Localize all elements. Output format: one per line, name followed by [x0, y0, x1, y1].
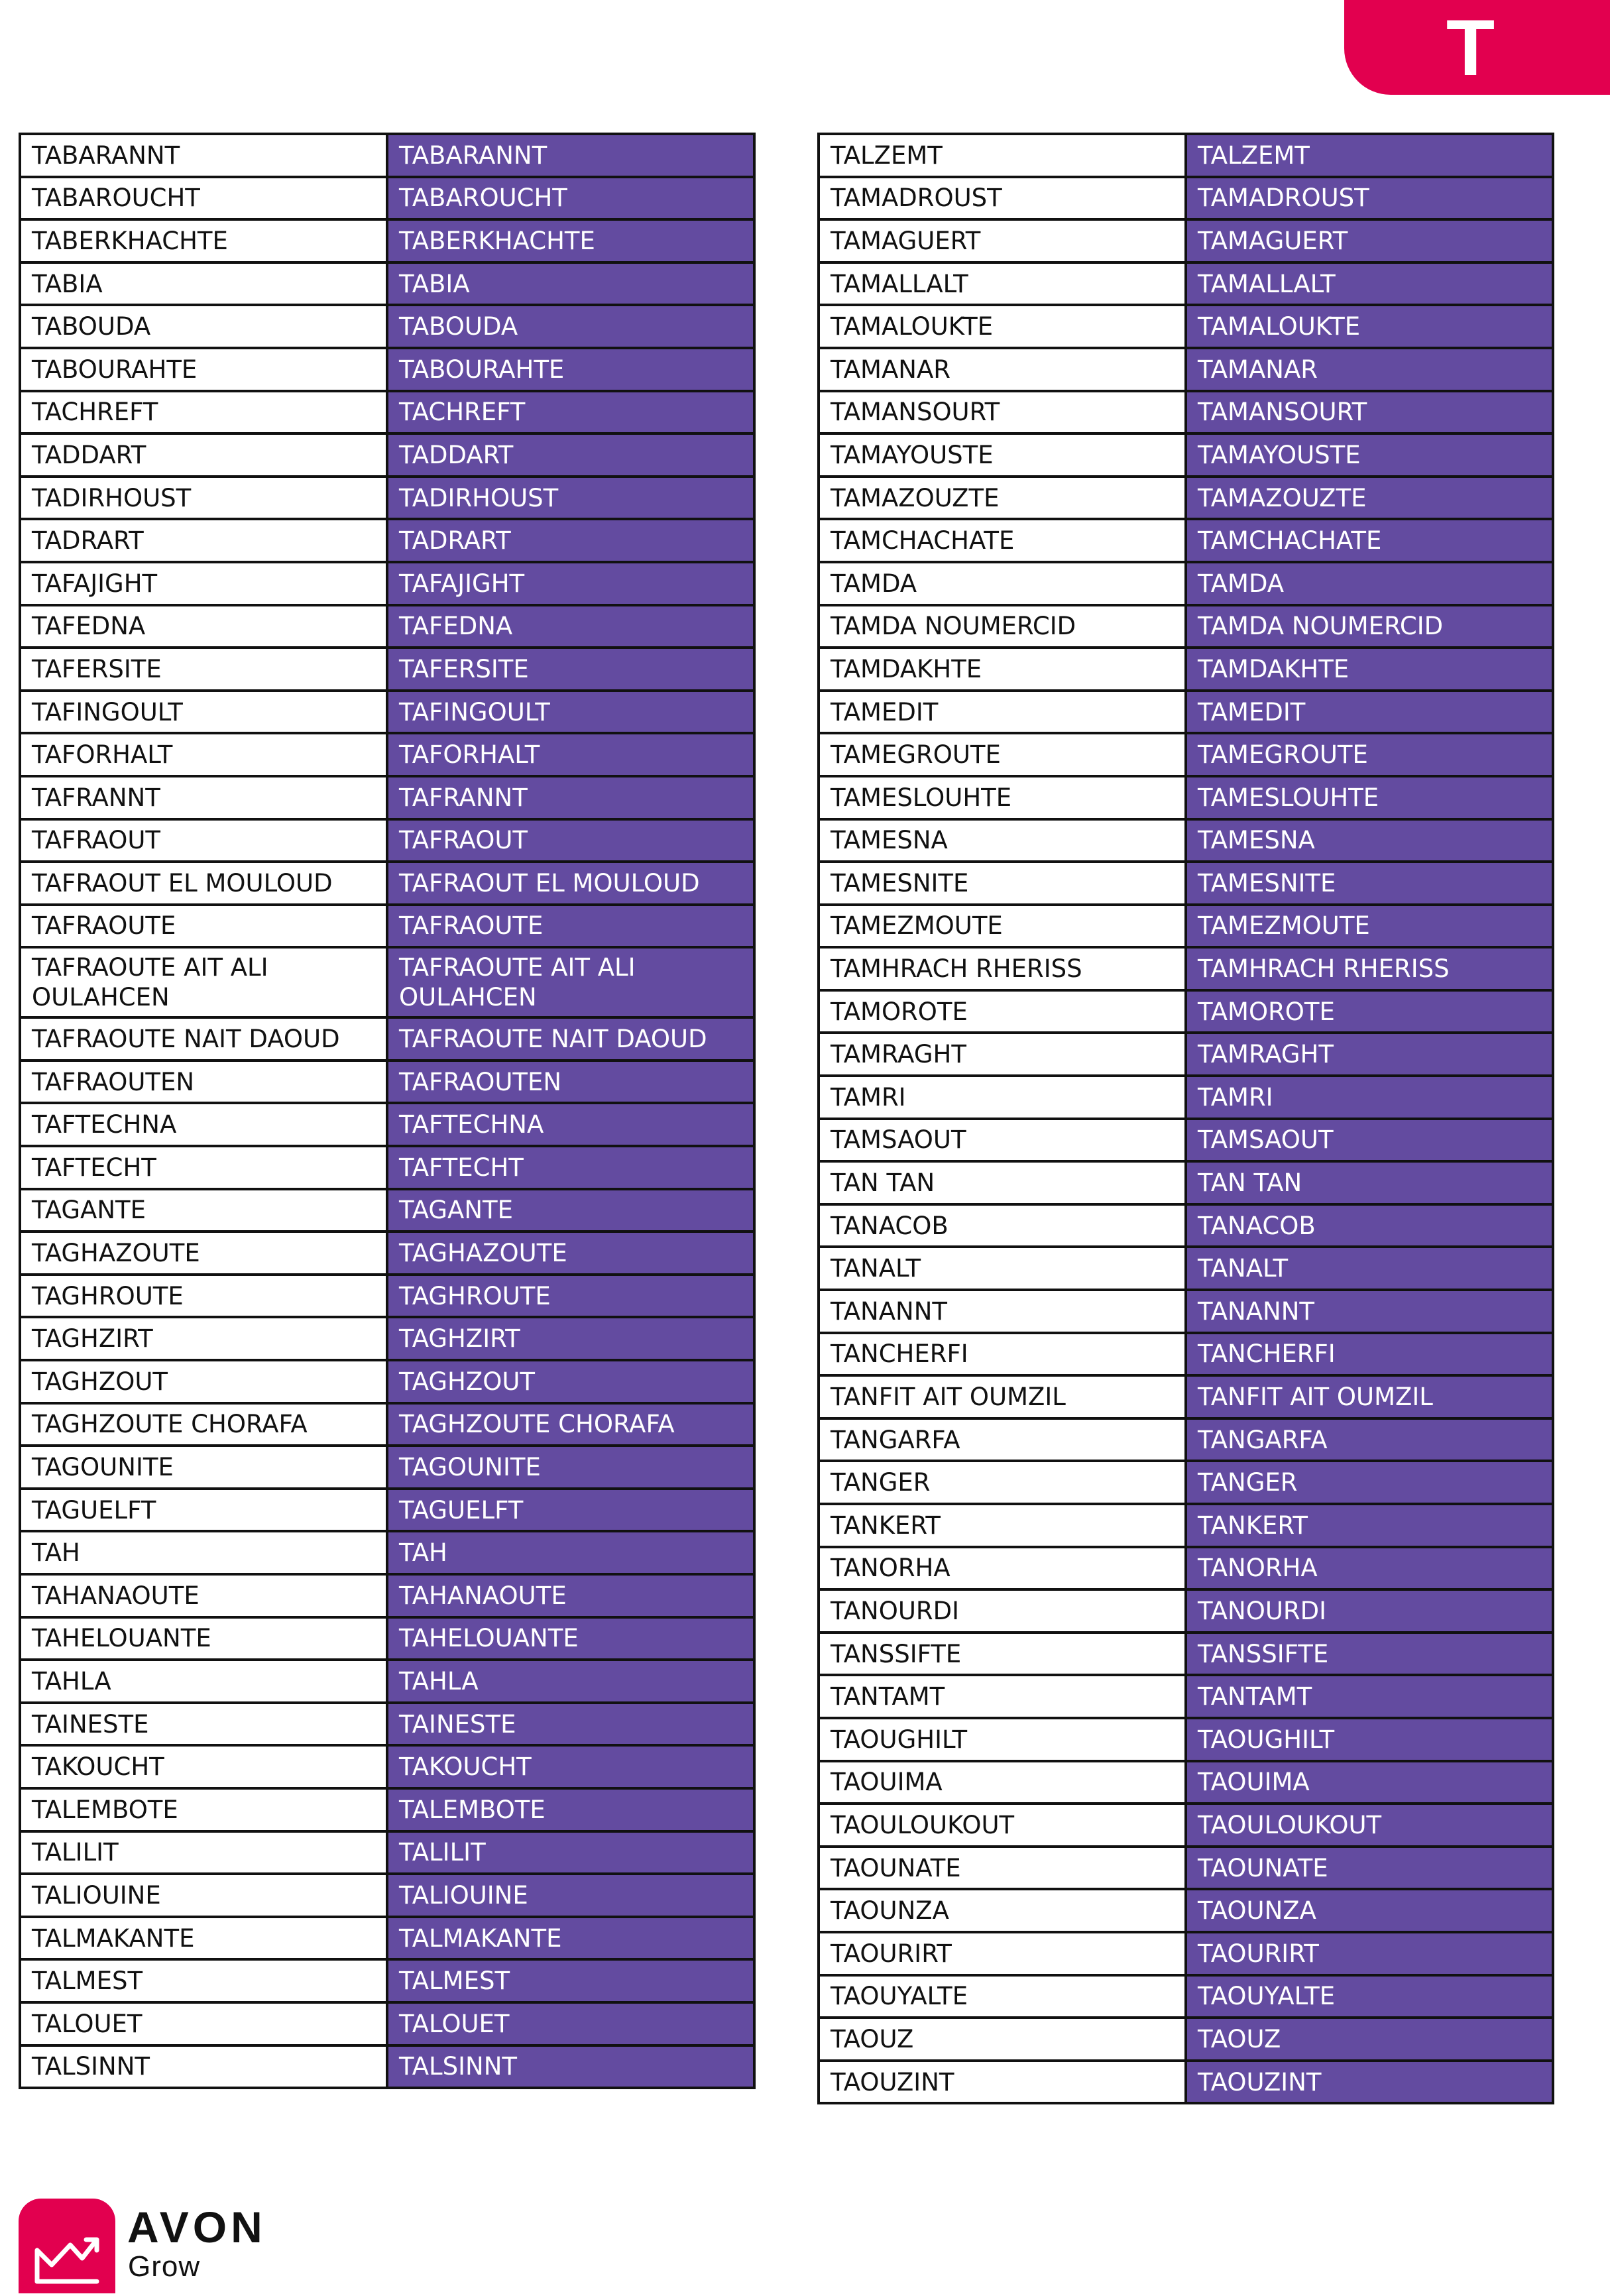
- locality-value-cell: TAMAYOUSTE: [1186, 433, 1553, 477]
- locality-name-cell: TADDART: [20, 433, 387, 477]
- locality-name-cell: TAOUNATE: [819, 1847, 1186, 1890]
- table-row: [819, 1504, 1553, 1547]
- table-row: [20, 134, 754, 177]
- locality-name-cell: TAFEDNA: [20, 605, 387, 648]
- locality-value-cell: TAGHZIRT: [387, 1317, 754, 1360]
- locality-name-cell: TALZEMT: [819, 134, 1186, 177]
- locality-name-cell: TANGER: [819, 1461, 1186, 1504]
- table-row: [819, 776, 1553, 819]
- table-row: [20, 691, 754, 734]
- locality-value-cell: TALOUET: [387, 2002, 754, 2045]
- locality-value-cell: TANORHA: [1186, 1547, 1553, 1590]
- locality-value-cell: TAFRAOUT EL MOULOUD: [387, 862, 754, 905]
- locality-value-cell: TAOUZINT: [1186, 2061, 1553, 2104]
- locality-name-cell: TAMANAR: [819, 348, 1186, 391]
- locality-value-cell: TAMAZOUZTE: [1186, 477, 1553, 520]
- table-row: [819, 433, 1553, 477]
- locality-name-cell: TAFTECHT: [20, 1146, 387, 1189]
- table-row: [819, 1932, 1553, 1975]
- table-row: [819, 862, 1553, 905]
- locality-name-cell: TAMEZMOUTE: [819, 905, 1186, 948]
- locality-name-cell: TAFINGOULT: [20, 691, 387, 734]
- locality-value-cell: TAMAGUERT: [1186, 219, 1553, 262]
- locality-name-cell: TAOUZINT: [819, 2061, 1186, 2104]
- table-row: [819, 1119, 1553, 1162]
- locality-name-cell: TAMDA: [819, 562, 1186, 605]
- table-row: [20, 819, 754, 862]
- locality-value-cell: TAFEDNA: [387, 605, 754, 648]
- locality-name-cell: TANFIT AIT OUMZIL: [819, 1375, 1186, 1418]
- locality-name-cell: TAFRAOUTE: [20, 905, 387, 948]
- locality-value-cell: TAMESLOUHTE: [1186, 776, 1553, 819]
- locality-name-cell: TAMRAGHT: [819, 1033, 1186, 1076]
- table-row: [20, 947, 754, 1017]
- table-row: [20, 1959, 754, 2002]
- locality-value-cell: TAFRAOUT: [387, 819, 754, 862]
- table-row: [20, 1917, 754, 1960]
- table-row: [819, 2061, 1553, 2104]
- locality-name-cell: TAMRI: [819, 1076, 1186, 1119]
- locality-name-cell: TALOUET: [20, 2002, 387, 2045]
- table-row: [819, 1589, 1553, 1633]
- locality-name-cell: TAFRAOUT: [20, 819, 387, 862]
- locality-name-cell: TAMALOUKTE: [819, 305, 1186, 348]
- table-row: [20, 862, 754, 905]
- locality-value-cell: TAMDAKHTE: [1186, 648, 1553, 691]
- table-row: [20, 1617, 754, 1660]
- locality-value-cell: TAMOROTE: [1186, 990, 1553, 1033]
- table-row: [819, 1161, 1553, 1204]
- locality-name-cell: TABAROUCHT: [20, 177, 387, 220]
- table-row: [819, 219, 1553, 262]
- locality-name-cell: TAGUELFT: [20, 1489, 387, 1532]
- locality-name-cell: TAMHRACH RHERISS: [819, 947, 1186, 990]
- table-row: [819, 1804, 1553, 1847]
- locality-name-cell: TADRART: [20, 519, 387, 562]
- table-row: [20, 648, 754, 691]
- locality-value-cell: TALILIT: [387, 1831, 754, 1874]
- locality-name-cell: TABOUDA: [20, 305, 387, 348]
- table-row: [819, 1633, 1553, 1676]
- locality-value-cell: TAHANAOUTE: [387, 1574, 754, 1617]
- table-row: [819, 1033, 1553, 1076]
- locality-value-cell: TAOUIMA: [1186, 1761, 1553, 1804]
- locality-name-cell: TAGANTE: [20, 1189, 387, 1232]
- locality-value-cell: TAFTECHT: [387, 1146, 754, 1189]
- locality-value-cell: TABIA: [387, 262, 754, 306]
- locality-name-cell: TALMEST: [20, 1959, 387, 2002]
- locality-value-cell: TALMEST: [387, 1959, 754, 2002]
- table-row: [819, 1418, 1553, 1462]
- locality-value-cell: TADDART: [387, 433, 754, 477]
- locality-name-cell: TAFRAOUT EL MOULOUD: [20, 862, 387, 905]
- locality-name-cell: TAMALLALT: [819, 262, 1186, 306]
- table-row: [819, 947, 1553, 990]
- table-row: [819, 733, 1553, 776]
- locality-name-cell: TALIOUINE: [20, 1874, 387, 1917]
- locality-value-cell: TAMCHACHATE: [1186, 519, 1553, 562]
- table-row: [20, 733, 754, 776]
- locality-value-cell: TAGHZOUT: [387, 1360, 754, 1403]
- locality-name-cell: TANACOB: [819, 1204, 1186, 1247]
- locality-value-cell: TANANNT: [1186, 1290, 1553, 1333]
- table-row: [20, 1103, 754, 1146]
- locality-value-cell: TABOURAHTE: [387, 348, 754, 391]
- locality-value-cell: TAFRANNT: [387, 776, 754, 819]
- locality-value-cell: TANSSIFTE: [1186, 1633, 1553, 1676]
- locality-value-cell: TAMHRACH RHERISS: [1186, 947, 1553, 990]
- locality-value-cell: TAMESNA: [1186, 819, 1553, 862]
- table-row: [819, 1247, 1553, 1290]
- locality-value-cell: TALZEMT: [1186, 134, 1553, 177]
- locality-name-cell: TAINESTE: [20, 1703, 387, 1746]
- table-row: [20, 1489, 754, 1532]
- locality-value-cell: TAFRAOUTE: [387, 905, 754, 948]
- table-row: [20, 562, 754, 605]
- table-row: [819, 1847, 1553, 1890]
- table-row: [819, 1290, 1553, 1333]
- table-row: [819, 477, 1553, 520]
- locality-name-cell: TANORHA: [819, 1547, 1186, 1590]
- locality-value-cell: TAMANAR: [1186, 348, 1553, 391]
- locality-value-cell: TAGOUNITE: [387, 1446, 754, 1489]
- table-row: [20, 1531, 754, 1574]
- table-row: [819, 1547, 1553, 1590]
- locality-value-cell: TAMEGROUTE: [1186, 733, 1553, 776]
- table-row: [20, 1360, 754, 1403]
- locality-name-cell: TADIRHOUST: [20, 477, 387, 520]
- table-row: [20, 1403, 754, 1446]
- table-row: [819, 648, 1553, 691]
- locality-name-cell: TAFRAOUTEN: [20, 1061, 387, 1104]
- logo-sub-text: Grow: [128, 2250, 201, 2283]
- table-row: [819, 1076, 1553, 1119]
- locality-value-cell: TAH: [387, 1531, 754, 1574]
- locality-name-cell: TANANNT: [819, 1290, 1186, 1333]
- locality-value-cell: TANTAMT: [1186, 1675, 1553, 1718]
- locality-name-cell: TANTAMT: [819, 1675, 1186, 1718]
- table-row: [20, 1232, 754, 1275]
- locality-name-cell: TAOULOUKOUT: [819, 1804, 1186, 1847]
- table-row: [819, 305, 1553, 348]
- locality-value-cell: TAMDA: [1186, 562, 1553, 605]
- table-row: [20, 477, 754, 520]
- locality-name-cell: TANALT: [819, 1247, 1186, 1290]
- table-row: [20, 1146, 754, 1189]
- locality-value-cell: TACHREFT: [387, 391, 754, 434]
- table-row: [819, 691, 1553, 734]
- locality-value-cell: TAMSAOUT: [1186, 1119, 1553, 1162]
- growth-chart-icon: [19, 2199, 115, 2293]
- table-row: [20, 905, 754, 948]
- locality-name-cell: TAKOUCHT: [20, 1745, 387, 1788]
- locality-value-cell: TANCHERFI: [1186, 1333, 1553, 1376]
- table-row: [20, 1275, 754, 1318]
- locality-name-cell: TABIA: [20, 262, 387, 306]
- table-row: [819, 605, 1553, 648]
- locality-value-cell: TANACOB: [1186, 1204, 1553, 1247]
- locality-value-cell: TABOUDA: [387, 305, 754, 348]
- table-row: [819, 262, 1553, 306]
- locality-name-cell: TAMDAKHTE: [819, 648, 1186, 691]
- locality-name-cell: TAGHZOUT: [20, 1360, 387, 1403]
- table-row: [20, 348, 754, 391]
- table-row: [20, 1874, 754, 1917]
- locality-value-cell: TAINESTE: [387, 1703, 754, 1746]
- locality-value-cell: TANALT: [1186, 1247, 1553, 1290]
- locality-name-cell: TAMSAOUT: [819, 1119, 1186, 1162]
- table-row: [20, 1574, 754, 1617]
- locality-name-cell: TAMCHACHATE: [819, 519, 1186, 562]
- locality-table-right: [817, 133, 1554, 2104]
- locality-value-cell: TAOUGHILT: [1186, 1718, 1553, 1761]
- locality-value-cell: TAGHROUTE: [387, 1275, 754, 1318]
- locality-value-cell: TAFTECHNA: [387, 1103, 754, 1146]
- table-row: [20, 605, 754, 648]
- locality-value-cell: TAOULOUKOUT: [1186, 1804, 1553, 1847]
- table-row: [20, 305, 754, 348]
- locality-name-cell: TALSINNT: [20, 2045, 387, 2089]
- locality-name-cell: TAHANAOUTE: [20, 1574, 387, 1617]
- locality-value-cell: TAHLA: [387, 1660, 754, 1703]
- locality-name-cell: TANCHERFI: [819, 1333, 1186, 1376]
- locality-name-cell: TAMESLOUHTE: [819, 776, 1186, 819]
- locality-value-cell: TANKERT: [1186, 1504, 1553, 1547]
- table-row: [819, 1204, 1553, 1247]
- locality-value-cell: TAOUYALTE: [1186, 1975, 1553, 2018]
- locality-value-cell: TAN TAN: [1186, 1161, 1553, 1204]
- locality-value-cell: TAGHAZOUTE: [387, 1232, 754, 1275]
- locality-value-cell: TABERKHACHTE: [387, 219, 754, 262]
- locality-name-cell: TAMESNITE: [819, 862, 1186, 905]
- table-row: [819, 1333, 1553, 1376]
- table-row: [819, 391, 1553, 434]
- table-row: [819, 134, 1553, 177]
- locality-value-cell: TAHELOUANTE: [387, 1617, 754, 1660]
- locality-name-cell: TAMEDIT: [819, 691, 1186, 734]
- table-row: [819, 905, 1553, 948]
- locality-value-cell: TANFIT AIT OUMZIL: [1186, 1375, 1553, 1418]
- locality-value-cell: TAMANSOURT: [1186, 391, 1553, 434]
- table-row: [20, 2045, 754, 2089]
- locality-value-cell: TANOURDI: [1186, 1589, 1553, 1633]
- locality-value-cell: TAMRI: [1186, 1076, 1553, 1119]
- locality-name-cell: TAOUNZA: [819, 1889, 1186, 1932]
- locality-value-cell: TALIOUINE: [387, 1874, 754, 1917]
- locality-value-cell: TABAROUCHT: [387, 177, 754, 220]
- locality-name-cell: TAOUGHILT: [819, 1718, 1186, 1761]
- locality-name-cell: TANSSIFTE: [819, 1633, 1186, 1676]
- locality-name-cell: TAOURIRT: [819, 1932, 1186, 1975]
- locality-name-cell: TAFRAOUTE AIT ALI OULAHCEN: [20, 947, 387, 1017]
- table-row: [20, 1017, 754, 1061]
- table-row: [819, 1761, 1553, 1804]
- locality-value-cell: TANGARFA: [1186, 1418, 1553, 1462]
- avon-grow-logo: [19, 2191, 284, 2293]
- locality-name-cell: TALILIT: [20, 1831, 387, 1874]
- table-row: [20, 776, 754, 819]
- locality-value-cell: TAMRAGHT: [1186, 1033, 1553, 1076]
- table-row: [20, 1061, 754, 1104]
- locality-name-cell: TAGHZIRT: [20, 1317, 387, 1360]
- locality-value-cell: TAMDA NOUMERCID: [1186, 605, 1553, 648]
- table-row: [819, 1975, 1553, 2018]
- locality-value-cell: TAFORHALT: [387, 733, 754, 776]
- locality-name-cell: TANOURDI: [819, 1589, 1186, 1633]
- table-row: [819, 1718, 1553, 1761]
- locality-name-cell: TAHLA: [20, 1660, 387, 1703]
- locality-table-left: [19, 133, 756, 2089]
- locality-value-cell: TAGUELFT: [387, 1489, 754, 1532]
- locality-name-cell: TAH: [20, 1531, 387, 1574]
- locality-name-cell: TAFAJIGHT: [20, 562, 387, 605]
- locality-value-cell: TALMAKANTE: [387, 1917, 754, 1960]
- table-row: [819, 1375, 1553, 1418]
- locality-name-cell: TAMAGUERT: [819, 219, 1186, 262]
- locality-name-cell: TAFTECHNA: [20, 1103, 387, 1146]
- locality-name-cell: TAMAYOUSTE: [819, 433, 1186, 477]
- table-row: [20, 262, 754, 306]
- table-row: [819, 1889, 1553, 1932]
- locality-name-cell: TAGOUNITE: [20, 1446, 387, 1489]
- table-row: [20, 1703, 754, 1746]
- table-row: [20, 1189, 754, 1232]
- table-row: [819, 819, 1553, 862]
- table-row: [819, 1461, 1553, 1504]
- locality-name-cell: TAGHAZOUTE: [20, 1232, 387, 1275]
- table-row: [819, 348, 1553, 391]
- locality-value-cell: TAFRAOUTE NAIT DAOUD: [387, 1017, 754, 1061]
- locality-name-cell: TAHELOUANTE: [20, 1617, 387, 1660]
- locality-value-cell: TAMALLALT: [1186, 262, 1553, 306]
- locality-value-cell: TAMADROUST: [1186, 177, 1553, 220]
- locality-value-cell: TAOURIRT: [1186, 1932, 1553, 1975]
- locality-value-cell: TAFAJIGHT: [387, 562, 754, 605]
- locality-name-cell: TAFRANNT: [20, 776, 387, 819]
- locality-name-cell: TAFRAOUTE NAIT DAOUD: [20, 1017, 387, 1061]
- locality-name-cell: TAMAZOUZTE: [819, 477, 1186, 520]
- locality-name-cell: TAFERSITE: [20, 648, 387, 691]
- locality-name-cell: TABERKHACHTE: [20, 219, 387, 262]
- table-row: [819, 1675, 1553, 1718]
- locality-value-cell: TAMEDIT: [1186, 691, 1553, 734]
- locality-name-cell: TAOUYALTE: [819, 1975, 1186, 2018]
- locality-value-cell: TAFERSITE: [387, 648, 754, 691]
- locality-value-cell: TADIRHOUST: [387, 477, 754, 520]
- locality-value-cell: TAFRAOUTE AIT ALI OULAHCEN: [387, 947, 754, 1017]
- locality-name-cell: TAOUZ: [819, 2018, 1186, 2061]
- table-row: [819, 519, 1553, 562]
- locality-name-cell: TAMANSOURT: [819, 391, 1186, 434]
- locality-name-cell: TANGARFA: [819, 1418, 1186, 1462]
- locality-name-cell: TAMEGROUTE: [819, 733, 1186, 776]
- locality-value-cell: TAGHZOUTE CHORAFA: [387, 1403, 754, 1446]
- locality-name-cell: TABOURAHTE: [20, 348, 387, 391]
- locality-name-cell: TAMOROTE: [819, 990, 1186, 1033]
- locality-name-cell: TAOUIMA: [819, 1761, 1186, 1804]
- table-row: [20, 1788, 754, 1831]
- section-letter: T: [1446, 3, 1495, 92]
- table-row: [20, 1831, 754, 1874]
- locality-value-cell: TALEMBOTE: [387, 1788, 754, 1831]
- table-row: [20, 1745, 754, 1788]
- locality-value-cell: TADRART: [387, 519, 754, 562]
- locality-name-cell: TANKERT: [819, 1504, 1186, 1547]
- table-row: [20, 1446, 754, 1489]
- table-row: [20, 391, 754, 434]
- locality-value-cell: TAMEZMOUTE: [1186, 905, 1553, 948]
- locality-value-cell: TAOUZ: [1186, 2018, 1553, 2061]
- locality-name-cell: TALEMBOTE: [20, 1788, 387, 1831]
- locality-value-cell: TAFINGOULT: [387, 691, 754, 734]
- locality-name-cell: TAN TAN: [819, 1161, 1186, 1204]
- locality-name-cell: TAFORHALT: [20, 733, 387, 776]
- locality-name-cell: TAGHROUTE: [20, 1275, 387, 1318]
- table-row: [20, 1660, 754, 1703]
- table-row: [20, 219, 754, 262]
- table-row: [819, 2018, 1553, 2061]
- table-row: [20, 519, 754, 562]
- locality-value-cell: TALSINNT: [387, 2045, 754, 2089]
- table-row: [20, 433, 754, 477]
- locality-value-cell: TABARANNT: [387, 134, 754, 177]
- table-row: [819, 177, 1553, 220]
- locality-name-cell: TAGHZOUTE CHORAFA: [20, 1403, 387, 1446]
- table-row: [819, 990, 1553, 1033]
- locality-name-cell: TALMAKANTE: [20, 1917, 387, 1960]
- locality-name-cell: TAMADROUST: [819, 177, 1186, 220]
- table-row: [20, 1317, 754, 1360]
- locality-value-cell: TAOUNATE: [1186, 1847, 1553, 1890]
- table-row: [819, 562, 1553, 605]
- locality-value-cell: TAKOUCHT: [387, 1745, 754, 1788]
- locality-value-cell: TAGANTE: [387, 1189, 754, 1232]
- locality-value-cell: TAMALOUKTE: [1186, 305, 1553, 348]
- table-row: [20, 177, 754, 220]
- locality-value-cell: TAMESNITE: [1186, 862, 1553, 905]
- locality-value-cell: TAOUNZA: [1186, 1889, 1553, 1932]
- locality-name-cell: TABARANNT: [20, 134, 387, 177]
- locality-name-cell: TAMESNA: [819, 819, 1186, 862]
- locality-value-cell: TAFRAOUTEN: [387, 1061, 754, 1104]
- table-row: [20, 2002, 754, 2045]
- locality-name-cell: TACHREFT: [20, 391, 387, 434]
- letter-tab: [1344, 0, 1610, 95]
- logo-brand-text: AVON: [127, 2203, 266, 2252]
- locality-value-cell: TANGER: [1186, 1461, 1553, 1504]
- locality-name-cell: TAMDA NOUMERCID: [819, 605, 1186, 648]
